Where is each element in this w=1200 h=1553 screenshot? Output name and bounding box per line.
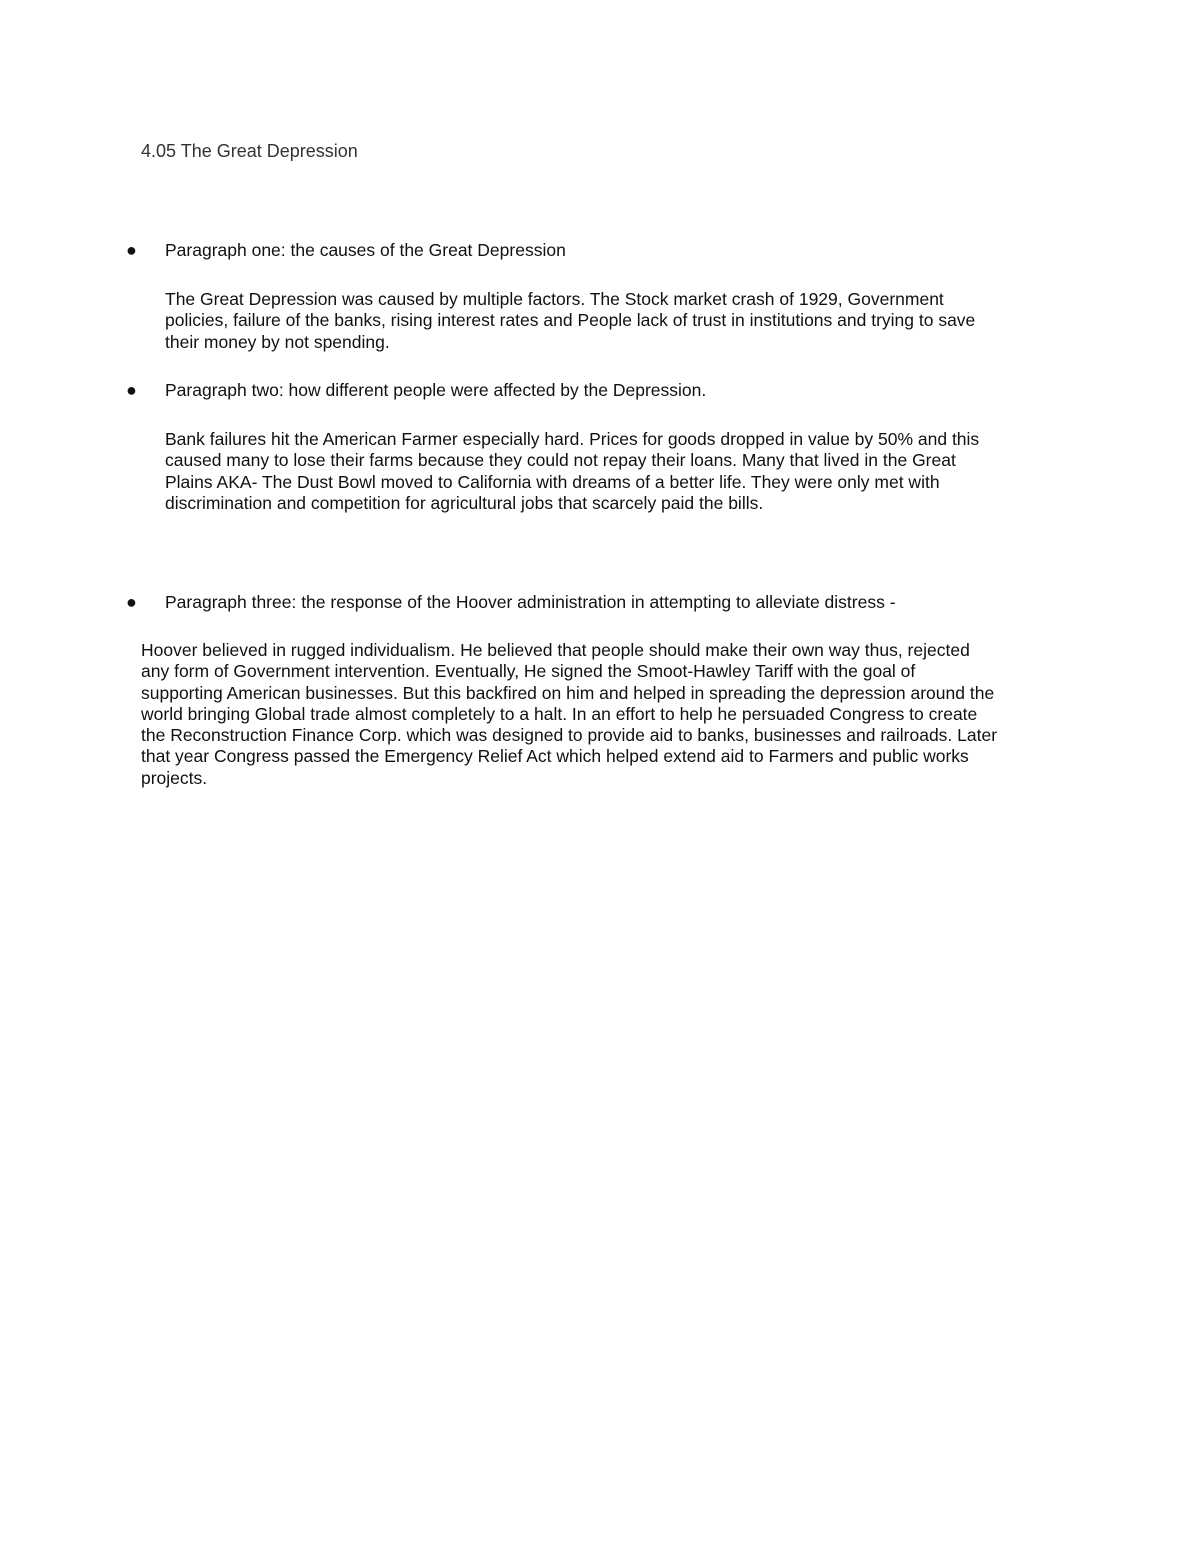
bullet-icon: ● — [126, 592, 137, 612]
paragraph-line: Plains AKA- The Dust Bowl moved to California with dreams of a better life. They were only met with — [165, 471, 940, 492]
paragraph-line: world bringing Global trade almost completely to a halt. In an effort to help he persuaded Congress to create — [141, 703, 978, 724]
paragraph-one-body — [165, 289, 1045, 353]
paragraph-line: policies, failure of the banks, rising interest rates and People lack of trust in institutions and trying to save — [165, 310, 976, 331]
paragraph-line: their money by not spending. — [165, 331, 390, 352]
paragraph-line: supporting American businesses. But this backfired on him and helped in spreading the depression around the — [141, 682, 995, 703]
paragraph-line: the Reconstruction Finance Corp. which was designed to provide aid to banks, businesses and railroads. Later — [141, 725, 998, 746]
paragraph-three-body — [141, 640, 1061, 789]
paragraph-two-body — [165, 429, 1045, 514]
paragraph-line: The Great Depression was caused by multiple factors. The Stock market crash of 1929, Government — [165, 289, 944, 309]
bullet-icon: ● — [126, 240, 137, 260]
section-heading-text: Paragraph three: the response of the Hoover administration in attempting to alleviate distress - — [165, 592, 896, 612]
paragraph-line: discrimination and competition for agricultural jobs that scarcely paid the bills. — [165, 492, 764, 513]
paragraph-line: Bank failures hit the American Farmer especially hard. Prices for goods dropped in value by 50% and this — [165, 429, 980, 449]
paragraph-line: caused many to lose their farms because they could not repay their loans. Many that lived in the Great — [165, 450, 956, 471]
paragraph-line: Hoover believed in rugged individualism. He believed that people should make their own way thus, rejected — [141, 640, 970, 660]
paragraph-line: projects. — [141, 767, 208, 788]
document-title: 4.05 The Great Depression — [141, 141, 358, 161]
paragraph-line: that year Congress passed the Emergency Relief Act which helped extend aid to Farmers and public works — [141, 746, 969, 767]
section-heading-text: Paragraph two: how different people were affected by the Depression. — [165, 380, 707, 400]
paragraph-line: any form of Government intervention. Eventually, He signed the Smoot-Hawley Tariff with the goal of — [141, 661, 916, 682]
section-heading-text: Paragraph one: the causes of the Great Depression — [165, 240, 566, 260]
bullet-icon: ● — [126, 380, 137, 400]
